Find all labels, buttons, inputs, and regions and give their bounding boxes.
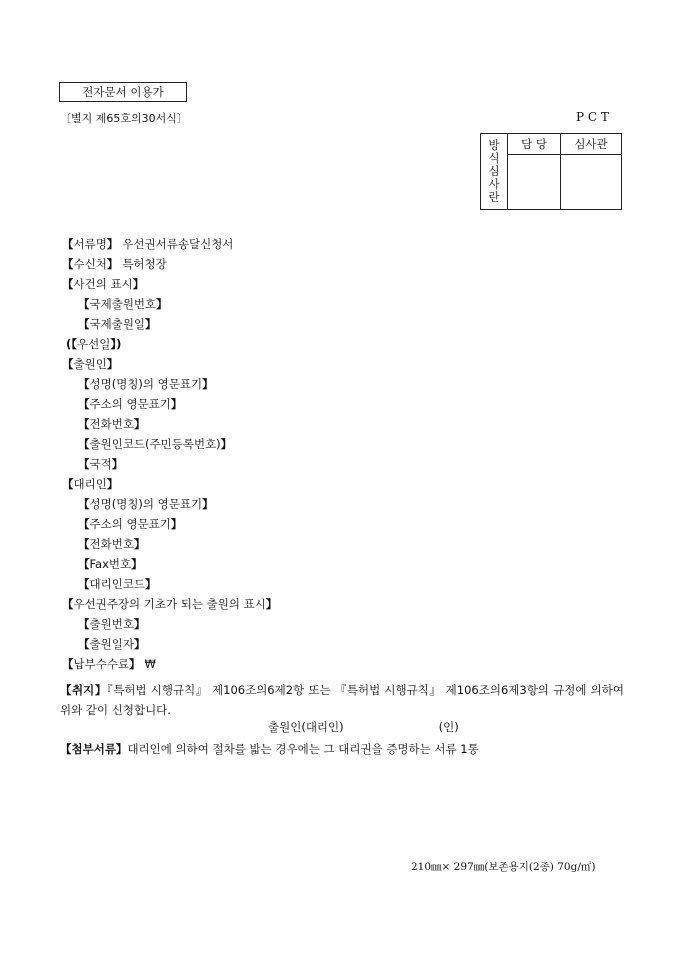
field-label: 출원일자 bbox=[89, 637, 134, 651]
field-open-bracket: 【 bbox=[78, 537, 90, 551]
field-open-bracket: 【 bbox=[78, 617, 90, 631]
field-label: 국제출원번호 bbox=[89, 297, 157, 311]
field-close-bracket: 】 bbox=[133, 417, 146, 431]
field-label: 수신처 bbox=[73, 257, 107, 271]
field-open-bracket: 【 bbox=[62, 277, 74, 291]
purpose-text: 『특허법 시행규칙』 제106조의6제2항 또는 『특허법 시행규칙』 제106조의6제3항의 규정에 의하여 위와 같이 신청합니다. bbox=[60, 683, 624, 717]
exam-col-in-charge: 담 당 bbox=[508, 134, 561, 155]
field-close-bracket: 】 bbox=[111, 457, 124, 471]
field-open-bracket: 【 bbox=[78, 437, 90, 451]
field-label: 대리인 bbox=[73, 477, 107, 491]
field-open-bracket: 【 bbox=[62, 597, 74, 611]
form-field-row bbox=[62, 356, 122, 372]
field-label: 납부수수료 bbox=[73, 657, 130, 671]
field-close-bracket: 】 bbox=[132, 277, 145, 291]
field-open-bracket: 【 bbox=[78, 377, 90, 391]
form-field-row bbox=[78, 376, 218, 392]
field-label: 사건의 표시 bbox=[73, 277, 133, 291]
field-label: 국적 bbox=[89, 457, 112, 471]
field-close-bracket: 】 bbox=[129, 657, 141, 671]
field-label: 우선권주장의 기초가 되는 출원의 표시 bbox=[73, 597, 266, 611]
field-open-bracket: 【 bbox=[62, 237, 74, 251]
exam-side-char: 식 bbox=[488, 151, 500, 165]
field-open-bracket: 【 bbox=[62, 257, 74, 271]
exam-side-label bbox=[481, 134, 508, 210]
form-field-row bbox=[78, 496, 218, 512]
field-open-bracket: 【 bbox=[78, 637, 90, 651]
exam-side-char: 방 bbox=[488, 138, 500, 152]
field-label: 성명(명칭)의 영문표기 bbox=[89, 377, 203, 391]
field-open-bracket: 【 bbox=[78, 397, 90, 411]
field-close-bracket: 】 bbox=[106, 357, 119, 371]
attachment-text: 대리인에 의하여 절차를 밟는 경우에는 그 대리권을 증명하는 서류 1통 bbox=[127, 742, 479, 756]
field-open-bracket: 【 bbox=[62, 657, 74, 671]
form-field-row bbox=[78, 636, 149, 652]
examination-box bbox=[480, 133, 622, 210]
field-value: 특허청장 bbox=[122, 257, 167, 271]
field-close-bracket: 】 bbox=[170, 517, 183, 531]
form-number: 〔별지 제65호의30서식〕 bbox=[60, 112, 188, 125]
form-field-row bbox=[78, 516, 186, 532]
purpose-statement bbox=[60, 680, 624, 720]
field-open-bracket: 【 bbox=[62, 357, 74, 371]
field-value: 우선권서류송달신청서 bbox=[122, 237, 234, 251]
field-label: 주소의 영문표기 bbox=[89, 517, 171, 531]
field-open-bracket: 【 bbox=[78, 457, 90, 471]
form-field-row bbox=[62, 476, 122, 492]
field-open-bracket: (【 bbox=[66, 337, 78, 351]
field-open-bracket: 【 bbox=[78, 417, 90, 431]
form-field-row bbox=[78, 416, 149, 432]
field-open-bracket: 【 bbox=[62, 477, 74, 491]
field-close-bracket: 】 bbox=[106, 257, 119, 271]
field-close-bracket: 】 bbox=[145, 317, 157, 331]
field-value: ₩ bbox=[144, 657, 156, 671]
form-field-row bbox=[62, 596, 281, 612]
field-close-bracket: 】 bbox=[170, 397, 183, 411]
field-close-bracket: 】 bbox=[131, 557, 143, 571]
field-label: 출원인코드(주민등록번호) bbox=[89, 437, 221, 451]
field-close-bracket: 】) bbox=[110, 337, 122, 351]
form-field-row bbox=[78, 396, 186, 412]
field-label: 주소의 영문표기 bbox=[89, 397, 171, 411]
form-field-row bbox=[66, 336, 125, 352]
field-label: 서류명 bbox=[73, 237, 107, 251]
field-close-bracket: 】 bbox=[156, 297, 168, 311]
e-document-label-box: 전자문서 이용가 bbox=[59, 82, 187, 102]
field-label: 대리인코드 bbox=[89, 577, 146, 591]
signature-line bbox=[268, 719, 459, 735]
field-open-bracket: 【 bbox=[78, 517, 90, 531]
field-open-bracket: 【 bbox=[78, 297, 90, 311]
field-label: 국제출원일 bbox=[89, 317, 146, 331]
field-close-bracket: 】 bbox=[133, 637, 146, 651]
form-field-row bbox=[62, 236, 233, 252]
field-open-bracket: 【 bbox=[78, 317, 90, 331]
seal-mark: (인) bbox=[438, 720, 459, 734]
field-label: 전화번호 bbox=[89, 537, 134, 551]
form-field-row bbox=[62, 656, 156, 672]
exam-side-char: 사 bbox=[488, 177, 500, 191]
form-field-row bbox=[62, 256, 167, 272]
field-label: 성명(명칭)의 영문표기 bbox=[89, 497, 203, 511]
exam-examiner-cell bbox=[561, 155, 622, 210]
form-field-row bbox=[78, 296, 172, 312]
applicant-signature-label: 출원인(대리인) bbox=[268, 720, 344, 734]
field-open-bracket: 【 bbox=[78, 577, 90, 591]
field-close-bracket: 】 bbox=[202, 377, 214, 391]
field-close-bracket: 】 bbox=[106, 477, 119, 491]
form-field-row bbox=[78, 576, 161, 592]
attachment-label: 【첨부서류】 bbox=[60, 742, 128, 756]
field-label: 출원번호 bbox=[89, 617, 134, 631]
form-field-row bbox=[78, 556, 147, 572]
form-field-row bbox=[78, 456, 127, 472]
form-field-row bbox=[78, 536, 149, 552]
field-open-bracket: 【 bbox=[78, 557, 90, 571]
exam-side-char: 심 bbox=[488, 164, 500, 178]
field-close-bracket: 】 bbox=[106, 237, 119, 251]
field-label: Fax번호 bbox=[89, 557, 132, 571]
field-close-bracket: 】 bbox=[265, 597, 278, 611]
field-close-bracket: 】 bbox=[202, 497, 214, 511]
form-field-row bbox=[78, 616, 149, 632]
form-field-row bbox=[78, 316, 161, 332]
form-field-row bbox=[62, 276, 148, 292]
form-field-row bbox=[78, 436, 236, 452]
exam-side-char: 란 bbox=[488, 190, 500, 204]
field-open-bracket: 【 bbox=[78, 497, 90, 511]
field-close-bracket: 】 bbox=[220, 437, 233, 451]
field-close-bracket: 】 bbox=[133, 537, 146, 551]
purpose-label: 【취지】 bbox=[60, 683, 107, 697]
field-label: 전화번호 bbox=[89, 417, 134, 431]
field-close-bracket: 】 bbox=[133, 617, 146, 631]
field-label: 출원인 bbox=[73, 357, 107, 371]
field-close-bracket: 】 bbox=[145, 577, 157, 591]
exam-in-charge-cell bbox=[508, 155, 561, 210]
paper-size-footer: 210㎜× 297㎜(보존용지(2종) 70g/㎡) bbox=[411, 861, 596, 873]
attachment-line bbox=[60, 741, 479, 757]
exam-col-examiner: 심사관 bbox=[561, 134, 622, 155]
pct-label: P C T bbox=[576, 110, 609, 124]
field-label: 우선일 bbox=[77, 337, 111, 351]
